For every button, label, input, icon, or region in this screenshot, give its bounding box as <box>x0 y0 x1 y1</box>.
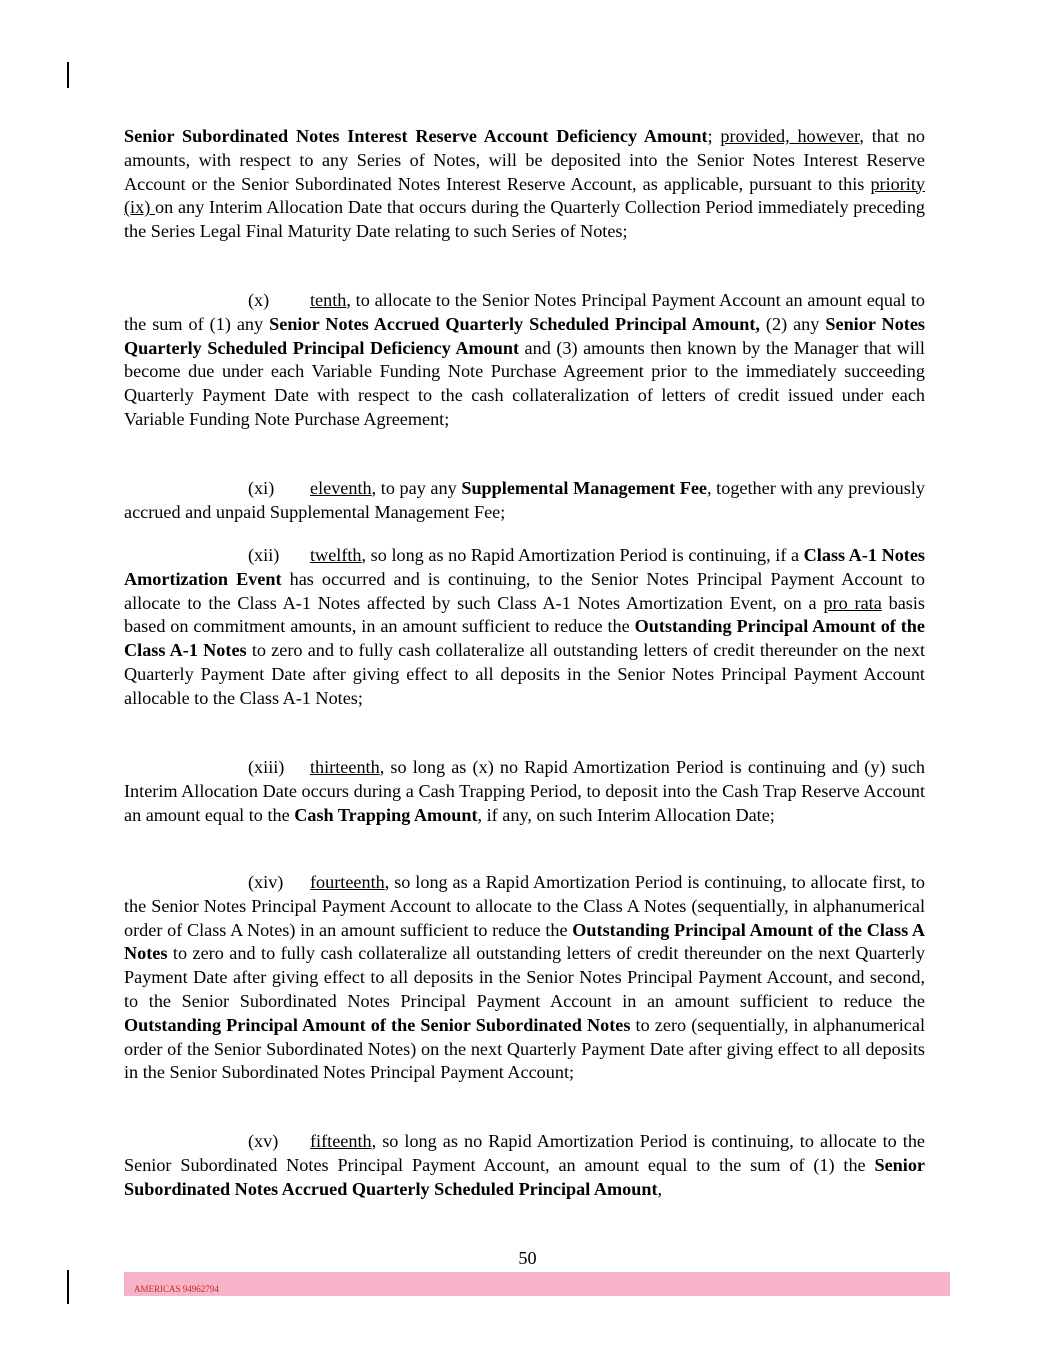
defined-term: Senior Subordinated Notes Accrued Quarterly Scheduled Principal Amount <box>124 1154 925 1199</box>
defined-term: Outstanding Principal Amount of the Class A Notes <box>124 919 925 964</box>
defined-term: Outstanding Principal Amount of the Class A-1 Notes <box>124 616 925 661</box>
defined-term: Senior Notes Quarterly Scheduled Principal Deficiency Amount <box>124 313 925 358</box>
paragraph-xv: (xv) fifteenth, so long as no Rapid Amortization Period is continuing, to allocate to the Senior Subordinated Notes Principal Payment Account, an amount equal to the sum of (1) the Senior Subordinated Notes Accrued Quarterly Scheduled Principal Amount, <box>124 1131 925 1199</box>
change-bar-bottom <box>67 1270 69 1304</box>
clause-number: (xiv) <box>248 872 284 892</box>
document-id: AMERICAS 94962794 <box>134 1284 219 1294</box>
clause-number: (xi) <box>248 478 275 498</box>
change-bar-top <box>67 62 69 88</box>
footer-band <box>124 1272 950 1296</box>
paragraph-xiv: (xiv) fourteenth, so long as a Rapid Amortization Period is continuing, to allocate first, to the Senior Notes Principal Payment Account to allocate to the Class A Notes (sequentially, in alphanumerical order of Class A Notes) in an amount sufficient to reduce the Outstanding Principal Amount of the Class A Notes to zero and to fully cash collateralize all outstanding letters of credit thereunder on the next Quarterly Payment Date after giving effect to all deposits in the Senior Notes Principal Payment Account, and second, to the Senior Subordinated Notes Principal Payment Account in an amount sufficient to reduce the Outstanding Principal Amount of the Senior Subordinated Notes to zero (sequentially, in alphanumerical order of the Senior Subordinated Notes) on the next Quarterly Payment Date after giving effect to all deposits in the Senior Subordinated Notes Principal Payment Account; <box>124 872 926 1083</box>
clause-ordinal: tenth <box>310 290 347 310</box>
clause-ordinal: twelfth <box>310 545 362 565</box>
page-number: 50 <box>518 1248 537 1268</box>
paragraph-xi: (xi) eleventh, to pay any Supplemental Management Fee, together with any previously accrued and unpaid Supplemental Management Fee; <box>124 478 926 522</box>
defined-term: Cash Trapping Amount <box>294 804 478 825</box>
defined-term: Outstanding Principal Amount of the Senior Subordinated Notes <box>124 1014 631 1035</box>
clause-number: (xii) <box>248 545 280 565</box>
clause-ordinal: thirteenth <box>310 757 380 777</box>
cross-reference: priority (ix) <box>124 173 925 218</box>
clause-number: (xv) <box>248 1131 279 1151</box>
clause-ordinal: fifteenth <box>310 1131 372 1151</box>
defined-term: Class A-1 Notes Amortization Event <box>124 545 926 589</box>
paragraph-xii: (xii) twelfth, so long as no Rapid Amortization Period is continuing, if a Class A-1 Notes Amortization Event has occurred and is continuing, to the Senior Notes Principal Payment Account to allocate to the Class A-1 Notes affected by such Class A-1 Notes Amortization Event, on a pro rata basis based on commitment amounts, in an amount sufficient to reduce the Outstanding Principal Amount of the Class A-1 Notes to zero and to fully cash collateralize all outstanding letters of credit thereunder on the next Quarterly Payment Date after giving effect to all deposits in the Senior Notes Principal Payment Account allocable to the Class A-1 Notes; <box>124 545 926 708</box>
clause-number: (x) <box>248 290 270 310</box>
clause-ordinal: fourteenth <box>310 872 385 892</box>
paragraph-xiii: (xiii) thirteenth, so long as (x) no Rapid Amortization Period is continuing and (y) such Interim Allocation Date occurs during a Cash Trapping Period, to deposit into the Cash Trap Reserve Account an amount equal to the Cash Trapping Amount, if any, on such Interim Allocation Date; <box>124 757 925 825</box>
defined-term: Senior Subordinated Notes Interest Reserve Account Deficiency Amount <box>124 126 708 146</box>
underlined-term: pro rata <box>823 592 882 613</box>
paragraph-ix-continuation: Senior Subordinated Notes Interest Reserve Account Deficiency Amount; provided, however, that no amounts, with respect to any Series of Notes, will be deposited into the Senior Notes Interest Reserve Account or the Senior Subordinated Notes Interest Reserve Account, as applicable, pursuant to this priority (ix) on any Interim Allocation Date that occurs during the Quarterly Collection Period immediately preceding the Series Legal Final Maturity Date relating to such Series of Notes; <box>124 126 926 242</box>
paragraph-x: (x) tenth, to allocate to the Senior Notes Principal Payment Account an amount equal to the sum of (1) any Senior Notes Accrued Quarterly Scheduled Principal Amount, (2) any Senior Notes Quarterly Scheduled Principal Deficiency Amount and (3) amounts then known by the Manager that will become due under each Variable Funding Note Purchase Agreement prior to the immediately succeeding Quarterly Payment Date with respect to the cash collateralization of letters of credit issued under each Variable Funding Note Purchase Agreement; <box>124 290 925 429</box>
clause-ordinal: eleventh <box>310 478 372 498</box>
defined-term: Supplemental Management Fee <box>461 478 707 498</box>
defined-term: Senior Notes Accrued Quarterly Scheduled Principal Amount, <box>269 313 760 334</box>
underlined-term: provided, however <box>720 126 860 146</box>
clause-number: (xiii) <box>248 757 285 777</box>
